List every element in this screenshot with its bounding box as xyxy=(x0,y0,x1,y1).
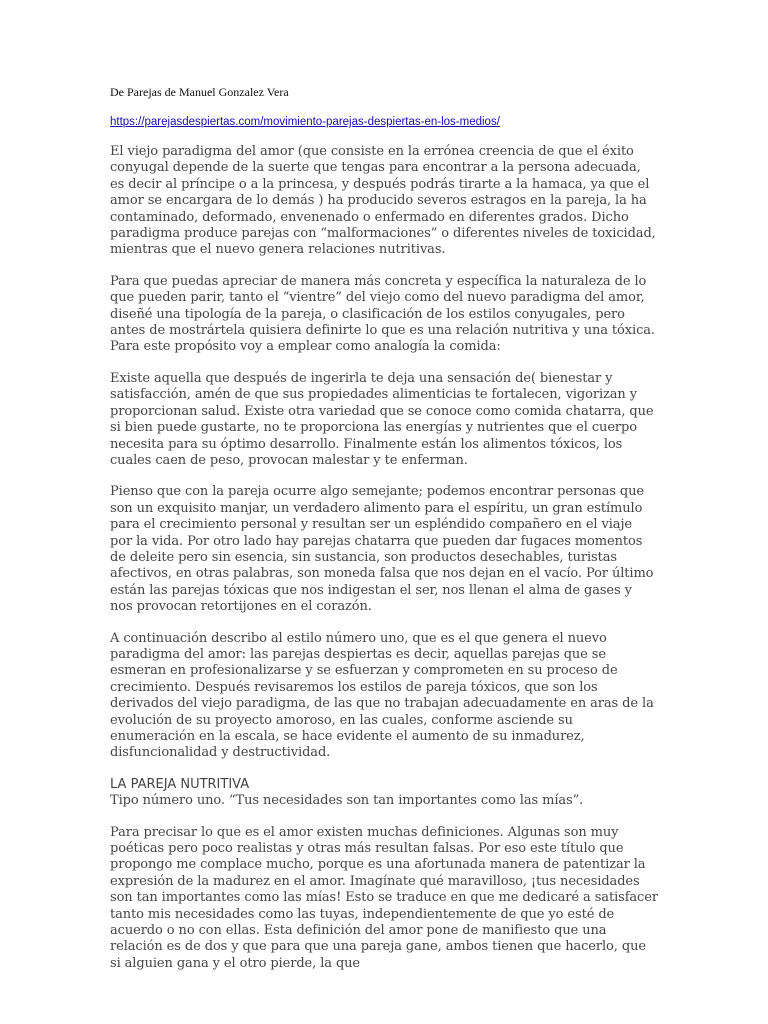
source-link[interactable]: https://parejasdespiertas.com/movimiento-parejas-despiertas-en-los-medios/ xyxy=(110,116,500,128)
paragraph-4: Pienso que con la pareja ocurre algo semejante; podemos encontrar personas que son un exquisito manjar, un verdadero alimento para el espíritu, un gran estímulo para el crecimiento personal y resultan ser un espléndido compañero en el viaje por la vida. Por otro lado hay parejas chatarra que pueden dar fugaces momentos de deleite pero sin esencia, sin sustancia, son productos desechables, turistas afectivos, en otras palabras, son moneda falsa que nos dejan en el vacío. Por último están las parejas tóxicas que nos indigestan el ser, nos llenan el alma de gases y nos provocan retortijones en el corazón. xyxy=(110,484,654,615)
paragraph-1: El viejo paradigma del amor (que consiste en la errónea creencia de que el éxito conyugal depende de la suerte que tengas para encontrar a la persona adecuada, es decir al príncipe o a la princesa, y después podrás tirarte a la hamaca, ya que el amor se encargara de lo demás ) ha producido severos estragos en la pareja, la ha contaminado, deformado, envenenado o enfermado en diferentes grados. Dicho paradigma produce parejas con “malformaciones” o diferentes niveles de toxicidad, mientras que el nuevo genera relaciones nutritivas. xyxy=(110,144,656,258)
document-title: De Parejas de Manuel Gonzalez Vera xyxy=(110,85,289,99)
section-paragraph: Para precisar lo que es el amor existen muchas definiciones. Algunas son muy poéticas pero poco realistas y otras más resultan falsas. Por eso este título que propongo me complace mucho, porque es una afortunada manera de patentizar la expresión de la madurez en el amor. Imagínate qué maravilloso, ¡tus necesidades son tan importantes como las mías! Esto se traduce en que me dedicaré a satisfacer tanto mis necesidades como las tuyas, independientemente de que yo esté de acuerdo o no con ellas. Esta definición del amor pone de manifiesto que una relación es de dos y que para que una pareja gane, ambos tienen que hacerlo, que si alguien gana y el otro pierde, la que xyxy=(110,824,658,971)
paragraph-3: Existe aquella que después de ingerirla te deja una sensación de( bienestar y satisfacción, amén de que sus propiedades alimenticias te fortalecen, vigorizan y proporcionan salud. Existe otra variedad que se conoce como comida chatarra, que si bien puede gustarte, no te proporciona las energías y nutrientes que el cuerpo necesita para su óptimo desarrollo. Finalmente están los alimentos tóxicos, los cuales caen de peso, provocan malestar y te enferman. xyxy=(110,370,654,468)
section-subtitle: Tipo número uno. “Tus necesidades son tan importantes como las mías”. xyxy=(110,793,584,809)
paragraph-5: A continuación describo al estilo número uno, que es el que genera el nuevo paradigma del amor: las parejas despiertas es decir, aquellas parejas que se esmeran en profesionalizarse y se esfuerzan y comprometen en su proceso de crecimiento. Después revisaremos los estilos de pareja tóxicos, que son los derivados del viejo paradigma, de las que no trabajan adecuadamente en aras de la evolución de su proyecto amoroso, en las cuales, conforme asciende su enumeración en la escala, se hace evidente el aumento de su inmadurez, disfuncionalidad y destructividad. xyxy=(110,630,654,761)
paragraph-2: Para que puedas apreciar de manera más concreta y específica la naturaleza de lo que pueden parir, tanto el “vientre” del viejo como del nuevo paradigma del amor, diseñé una tipología de la pareja, o clasificación de los estilos conyugales, pero antes de mostrártela quisiera definirte lo que es una relación nutritiva y una tóxica. Para este propósito voy a emplear como analogía la comida: xyxy=(110,273,655,355)
document-page xyxy=(110,84,658,987)
section-heading: LA PAREJA NUTRITIVA xyxy=(110,776,250,792)
